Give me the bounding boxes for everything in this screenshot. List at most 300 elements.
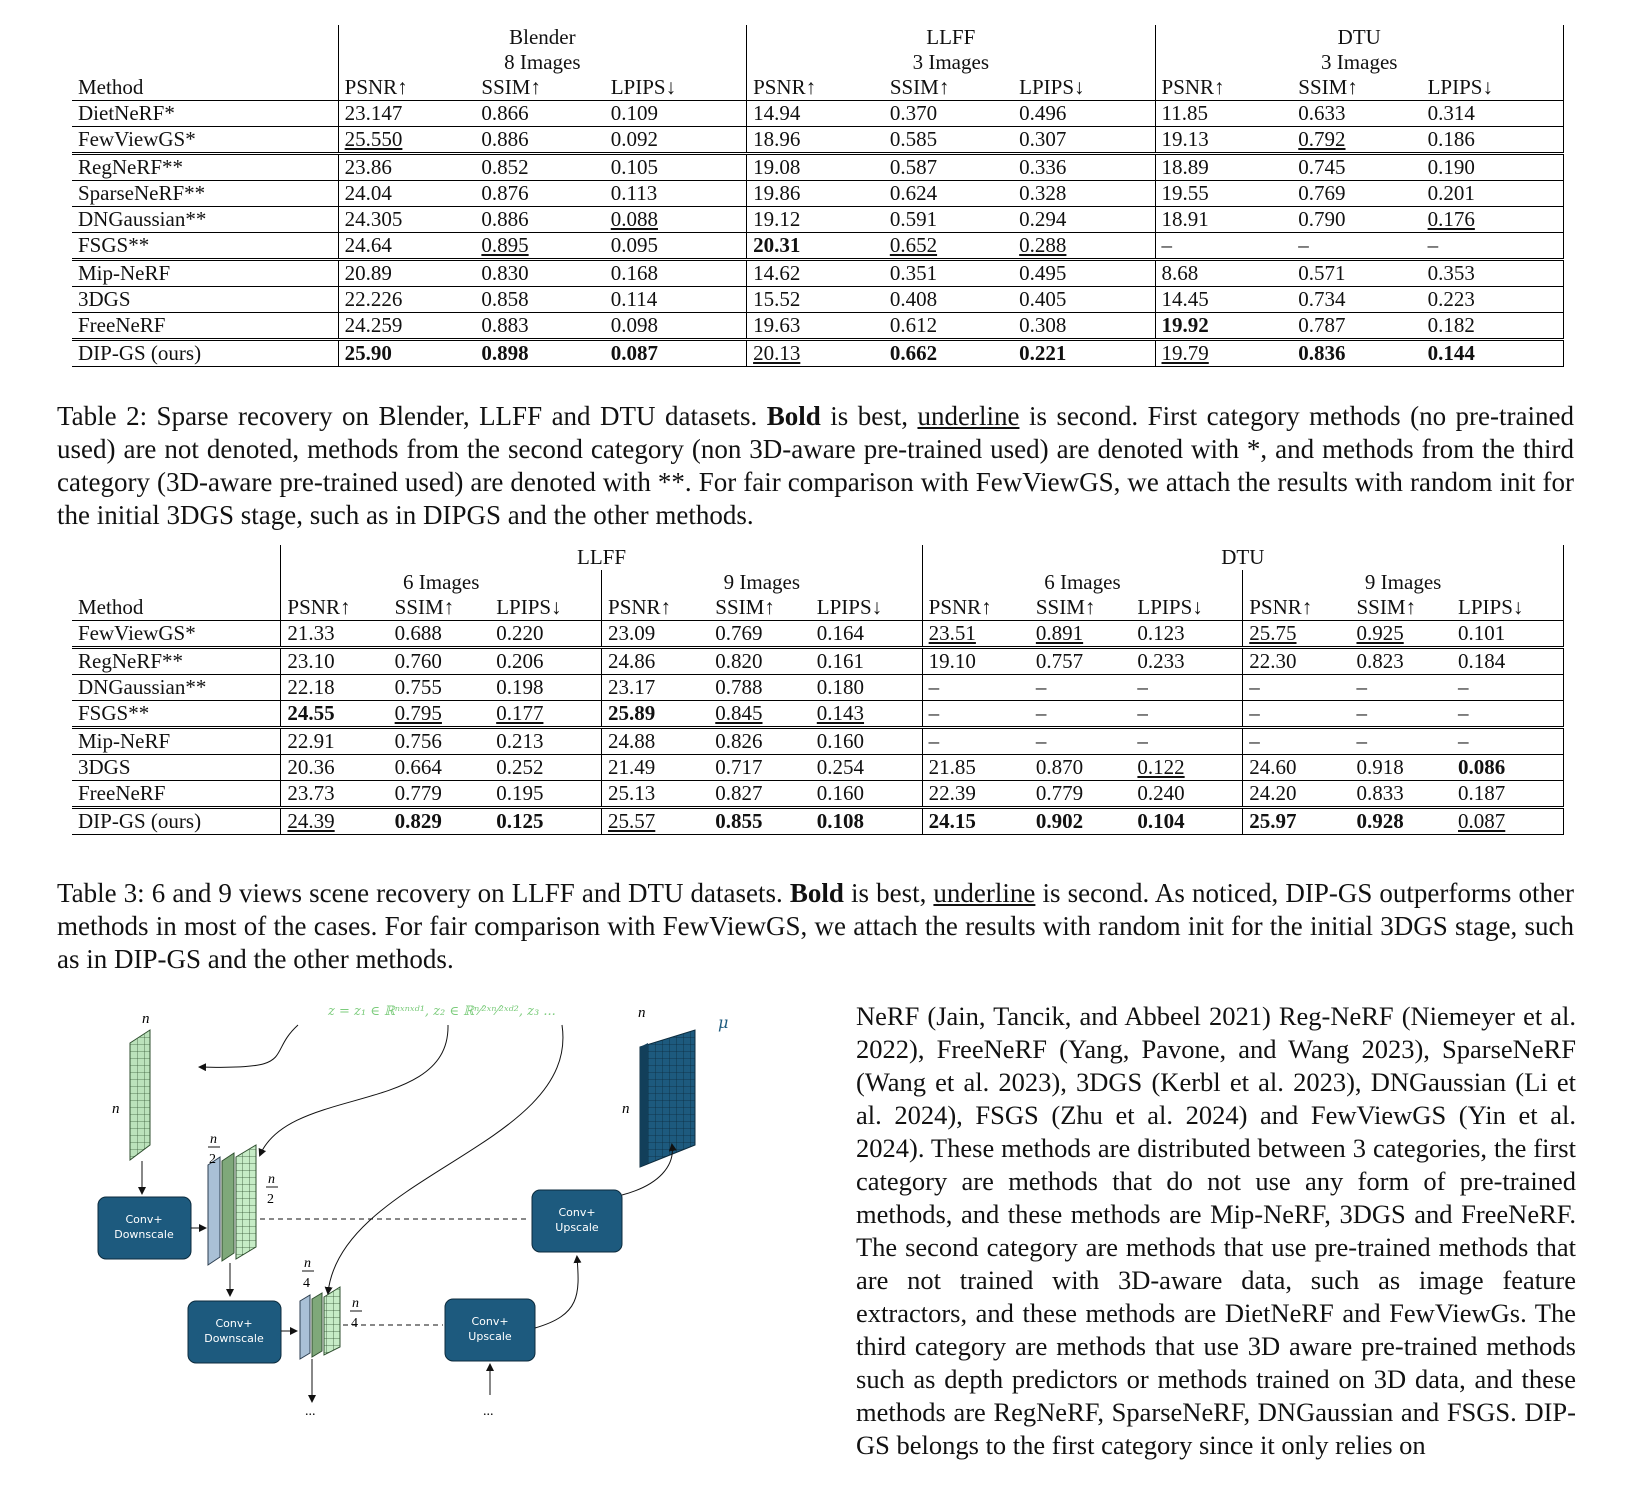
value-cell: 0.405 [1013, 287, 1155, 313]
value-cell: 0.086 [1452, 755, 1563, 781]
value-cell: – [922, 675, 1030, 701]
value-cell: 21.33 [281, 621, 389, 648]
value-cell: 0.104 [1131, 808, 1242, 835]
value-cell: – [1422, 233, 1564, 260]
metric-header: SSIM↑ [884, 75, 1013, 101]
ellipsis-left: ... [305, 1404, 316, 1419]
value-cell: 0.190 [1422, 154, 1564, 181]
n-label-output-left: n [622, 1101, 630, 1117]
value-cell: 0.180 [811, 675, 922, 701]
value-cell: 0.143 [811, 701, 922, 728]
value-cell: 0.206 [490, 648, 601, 675]
table2-group-dtu: DTU [1155, 25, 1563, 50]
value-cell: 20.13 [747, 340, 884, 367]
table-row [72, 101, 1564, 127]
table-row [72, 340, 1564, 367]
value-cell: 0.928 [1350, 808, 1452, 835]
value-cell: 0.633 [1292, 101, 1421, 127]
value-cell: 0.095 [605, 233, 747, 260]
method-cell: FewViewGS* [72, 621, 281, 648]
caption3-bold-word: Bold [789, 878, 844, 908]
value-cell: 0.820 [709, 648, 811, 675]
value-cell: 0.788 [709, 675, 811, 701]
table2-subgroup-row [72, 50, 1564, 75]
value-cell: 25.90 [338, 340, 475, 367]
value-cell: – [1131, 728, 1242, 755]
value-cell: 0.836 [1292, 340, 1421, 367]
value-cell: 22.226 [338, 287, 475, 313]
table3-dataset-row [72, 545, 1564, 570]
value-cell: 19.79 [1155, 340, 1292, 367]
value-cell: 0.198 [490, 675, 601, 701]
value-cell: 0.160 [811, 728, 922, 755]
value-cell: 19.63 [747, 313, 884, 340]
value-cell: 0.902 [1030, 808, 1132, 835]
z-label: z = z₁ ∈ ℝⁿˣⁿˣᵈ¹, z₂ ∈ ℝⁿ⁄²ˣⁿ⁄²ˣᵈ², z₃ ... [328, 1004, 556, 1019]
value-cell: 24.259 [338, 313, 475, 340]
value-cell: 0.370 [884, 101, 1013, 127]
caption2-bold-word: Bold [766, 401, 821, 431]
value-cell: 0.918 [1350, 755, 1452, 781]
value-cell: 25.89 [602, 701, 710, 728]
value-cell: 0.182 [1422, 313, 1564, 340]
n-label-left: n [112, 1101, 120, 1117]
value-cell: 0.213 [490, 728, 601, 755]
value-cell: 25.550 [338, 127, 475, 154]
value-cell: 0.223 [1422, 287, 1564, 313]
value-cell: 0.745 [1292, 154, 1421, 181]
value-cell: 0.088 [605, 207, 747, 233]
caption3-mid: is best, [843, 878, 934, 908]
table-row [72, 648, 1564, 675]
value-cell: 0.186 [1422, 127, 1564, 154]
value-cell: 0.830 [475, 260, 604, 287]
value-cell: 0.288 [1013, 233, 1155, 260]
value-cell: 0.098 [605, 313, 747, 340]
table3-sub-dtu-9: 9 Images [1243, 570, 1564, 595]
value-cell: 18.91 [1155, 207, 1292, 233]
table2-group-blender: Blender [338, 25, 746, 50]
table3-caption [57, 877, 1574, 976]
value-cell: – [1243, 701, 1351, 728]
value-cell: 0.105 [605, 154, 747, 181]
value-cell: – [1452, 728, 1563, 755]
table3-sub-llff-9: 9 Images [602, 570, 923, 595]
value-cell: 0.886 [475, 207, 604, 233]
value-cell: – [1155, 233, 1292, 260]
value-cell: 0.144 [1422, 340, 1564, 367]
value-cell: 0.195 [490, 781, 601, 808]
value-cell: 0.495 [1013, 260, 1155, 287]
output-mu-grid [640, 1030, 695, 1167]
metric-header: LPIPS↓ [490, 595, 601, 621]
value-cell: 0.571 [1292, 260, 1421, 287]
value-cell: 0.187 [1452, 781, 1563, 808]
table2-header-row [72, 75, 1564, 101]
body-text: NeRF (Jain, Tancik, and Abbeel 2021) Reg-NeRF (Niemeyer et al. 2022), FreeNeRF (Yang, Pavone, and Wang 2023), SparseNeRF (Wang et al. 2023), 3DGS (Kerbl et al. 2023), DNGaussian (Li et al. 2024), FSGS (Zhu et al. 2024) and FewViewGS (Yin et al. 2024). These methods are distributed between 3 categories, the first category are methods that do not use any form of pre-trained methods, and these methods are Mip-NeRF, 3DGS and FreeNeRF. The second category are methods that use pre-trained methods that are not trained with 3D-aware data, such as image feature extractors, and these methods are DietNeRF and FewViewGs. The third category are methods that use 3D aware pre-trained methods such as depth predictors or methods trained on 3D data, and these methods are RegNeRF, SparseNeRF, DNGaussian and FSGS. DIP-GS belongs to the first category since it only relies on [856, 1001, 1576, 1460]
table-row [72, 701, 1564, 728]
value-cell: 0.585 [884, 127, 1013, 154]
value-cell: 0.688 [389, 621, 491, 648]
value-cell: 0.201 [1422, 181, 1564, 207]
table3-sub-dtu-6: 6 Images [922, 570, 1243, 595]
value-cell: 25.57 [602, 808, 710, 835]
metric-header: LPIPS↓ [1452, 595, 1563, 621]
value-cell: 0.757 [1030, 648, 1132, 675]
value-cell: 23.10 [281, 648, 389, 675]
value-cell: 0.591 [884, 207, 1013, 233]
value-cell: 23.73 [281, 781, 389, 808]
table-row [72, 755, 1564, 781]
value-cell: – [1350, 675, 1452, 701]
metric-header: PSNR↑ [747, 75, 884, 101]
value-cell: 22.91 [281, 728, 389, 755]
metric-header: LPIPS↓ [1013, 75, 1155, 101]
value-cell: 0.898 [475, 340, 604, 367]
table2-sub-blender: 8 Images [338, 50, 746, 75]
value-cell: 24.20 [1243, 781, 1351, 808]
n2-den-right: 2 [267, 1192, 274, 1207]
conv-downscale-1-line2: Downscale [114, 1228, 174, 1241]
value-cell: 0.829 [389, 808, 491, 835]
method-cell: FreeNeRF [72, 781, 281, 808]
value-cell: 0.779 [389, 781, 491, 808]
value-cell: 0.353 [1422, 260, 1564, 287]
n2-num-top: n [210, 1132, 217, 1147]
metric-header: LPIPS↓ [811, 595, 922, 621]
value-cell: 0.221 [1013, 340, 1155, 367]
table2-sub-llff: 3 Images [747, 50, 1155, 75]
value-cell: 0.160 [811, 781, 922, 808]
n2-den-top: 2 [209, 1152, 216, 1167]
table-row [72, 808, 1564, 835]
value-cell: 24.64 [338, 233, 475, 260]
value-cell: 24.86 [602, 648, 710, 675]
caption3-rest: is second. As noticed, DIP-GS outperforms other methods in most of the cases. For fair comparison with FewViewGS, we attach the results with random init for the initial 3DGS stage, such as in DIP-GS and the other methods. [57, 878, 1574, 974]
value-cell: – [1243, 728, 1351, 755]
value-cell: 0.823 [1350, 648, 1452, 675]
value-cell: 22.18 [281, 675, 389, 701]
table2-group-row [72, 25, 1564, 50]
method-cell: 3DGS [72, 287, 338, 313]
table-row [72, 287, 1564, 313]
value-cell: 19.08 [747, 154, 884, 181]
value-cell: 0.845 [709, 701, 811, 728]
value-cell: 24.88 [602, 728, 710, 755]
method-cell: FewViewGS* [72, 127, 338, 154]
table3-dataset-dtu: DTU [922, 545, 1563, 570]
value-cell: 0.308 [1013, 313, 1155, 340]
value-cell: 24.305 [338, 207, 475, 233]
value-cell: 21.49 [602, 755, 710, 781]
value-cell: 24.55 [281, 701, 389, 728]
value-cell: 25.13 [602, 781, 710, 808]
value-cell: 0.866 [475, 101, 604, 127]
value-cell: 0.233 [1131, 648, 1242, 675]
conv-downscale-1-line1: Conv+ [125, 1213, 163, 1226]
value-cell: 25.97 [1243, 808, 1351, 835]
value-cell: 11.85 [1155, 101, 1292, 127]
table-row [72, 728, 1564, 755]
value-cell: 18.89 [1155, 154, 1292, 181]
value-cell: 24.39 [281, 808, 389, 835]
metric-header: PSNR↑ [1243, 595, 1351, 621]
caption3-prefix: Table 3: 6 and 9 views scene recovery on LLFF and DTU datasets. [57, 878, 790, 908]
method-cell: RegNeRF** [72, 648, 281, 675]
value-cell: 0.307 [1013, 127, 1155, 154]
value-cell: 0.858 [475, 287, 604, 313]
value-cell: 0.587 [884, 154, 1013, 181]
metric-header: SSIM↑ [1030, 595, 1132, 621]
metric-header: PSNR↑ [281, 595, 389, 621]
value-cell: 22.39 [922, 781, 1030, 808]
value-cell: 0.870 [1030, 755, 1132, 781]
value-cell: 0.161 [811, 648, 922, 675]
mu-label: μ [718, 1013, 729, 1032]
metric-header: LPIPS↓ [605, 75, 747, 101]
n4-den-right: 4 [351, 1316, 358, 1331]
feature-grid-n4 [300, 1287, 340, 1359]
value-cell: 0.123 [1131, 621, 1242, 648]
value-cell: 24.04 [338, 181, 475, 207]
value-cell: 15.52 [747, 287, 884, 313]
value-cell: 0.662 [884, 340, 1013, 367]
method-cell: 3DGS [72, 755, 281, 781]
table2-caption [57, 400, 1574, 532]
method-cell: DNGaussian** [72, 207, 338, 233]
value-cell: – [1131, 675, 1242, 701]
metric-header: SSIM↑ [1292, 75, 1421, 101]
value-cell: 22.30 [1243, 648, 1351, 675]
caption3-underline-word: underline [933, 878, 1036, 908]
table3-sub-llff-6: 6 Images [281, 570, 602, 595]
value-cell: 0.113 [605, 181, 747, 207]
method-cell: DIP-GS (ours) [72, 340, 338, 367]
table-row [72, 313, 1564, 340]
value-cell: – [1030, 701, 1132, 728]
value-cell: 23.17 [602, 675, 710, 701]
table3-dataset-llff: LLFF [281, 545, 922, 570]
caption2-rest: is second. First category methods (no pre-trained used) are not denoted, methods from the second category (non 3D-aware pre-trained used) are denoted with *, and methods from the third category (3D-aware pre-trained used) are denoted with **. For fair comparison with FewViewGS, we attach the results with random init for the initial 3DGS stage, such as in DIPGS and the other methods. [57, 401, 1574, 530]
table-row [72, 781, 1564, 808]
method-cell: DIP-GS (ours) [72, 808, 281, 835]
value-cell: 0.664 [389, 755, 491, 781]
value-cell: 0.886 [475, 127, 604, 154]
value-cell: 19.13 [1155, 127, 1292, 154]
value-cell: 0.895 [475, 233, 604, 260]
value-cell: 8.68 [1155, 260, 1292, 287]
conv-upscale-lower-line2: Upscale [468, 1330, 512, 1343]
metric-header: PSNR↑ [338, 75, 475, 101]
caption2-mid: is best, [820, 401, 918, 431]
method-cell: DNGaussian** [72, 675, 281, 701]
value-cell: 0.252 [490, 755, 601, 781]
value-cell: – [922, 728, 1030, 755]
table2-sub-dtu: 3 Images [1155, 50, 1563, 75]
value-cell: 0.176 [1422, 207, 1564, 233]
value-cell: 0.164 [811, 621, 922, 648]
value-cell: 0.168 [605, 260, 747, 287]
value-cell: 0.779 [1030, 781, 1132, 808]
method-cell: FreeNeRF [72, 313, 338, 340]
value-cell: 23.09 [602, 621, 710, 648]
table-row [72, 260, 1564, 287]
value-cell: 0.883 [475, 313, 604, 340]
value-cell: 24.15 [922, 808, 1030, 835]
table-row [72, 621, 1564, 648]
value-cell: 0.734 [1292, 287, 1421, 313]
value-cell: 0.254 [811, 755, 922, 781]
metric-header: LPIPS↓ [1422, 75, 1564, 101]
method-cell: RegNeRF** [72, 154, 338, 181]
value-cell: 0.408 [884, 287, 1013, 313]
value-cell: 19.12 [747, 207, 884, 233]
value-cell: 0.756 [389, 728, 491, 755]
table2-method-header: Method [72, 75, 338, 101]
architecture-figure [60, 995, 840, 1501]
metric-header: PSNR↑ [922, 595, 1030, 621]
value-cell: 0.769 [709, 621, 811, 648]
n4-den-top: 4 [303, 1276, 310, 1291]
value-cell: 0.760 [389, 648, 491, 675]
method-cell: FSGS** [72, 701, 281, 728]
value-cell: – [1030, 728, 1132, 755]
value-cell: – [1350, 701, 1452, 728]
value-cell: 0.351 [884, 260, 1013, 287]
table-row [72, 233, 1564, 260]
table-row [72, 207, 1564, 233]
table3-header-row [72, 595, 1564, 621]
value-cell: 0.122 [1131, 755, 1242, 781]
input-feature-grid [130, 1030, 150, 1160]
method-cell: Mip-NeRF [72, 260, 338, 287]
value-cell: 0.826 [709, 728, 811, 755]
value-cell: 0.294 [1013, 207, 1155, 233]
value-cell: 0.108 [811, 808, 922, 835]
value-cell: – [1292, 233, 1421, 260]
value-cell: 19.86 [747, 181, 884, 207]
conv-upscale-lower-line1: Conv+ [471, 1315, 509, 1328]
value-cell: 0.125 [490, 808, 601, 835]
method-cell: DietNeRF* [72, 101, 338, 127]
value-cell: 0.787 [1292, 313, 1421, 340]
value-cell: 0.792 [1292, 127, 1421, 154]
value-cell: 23.51 [922, 621, 1030, 648]
table3-method-header: Method [72, 595, 281, 621]
value-cell: – [1131, 701, 1242, 728]
value-cell: 0.184 [1452, 648, 1563, 675]
value-cell: 0.240 [1131, 781, 1242, 808]
value-cell: 14.45 [1155, 287, 1292, 313]
value-cell: 0.717 [709, 755, 811, 781]
value-cell: – [1030, 675, 1132, 701]
value-cell: 0.092 [605, 127, 747, 154]
value-cell: 0.769 [1292, 181, 1421, 207]
value-cell: 0.624 [884, 181, 1013, 207]
value-cell: 0.755 [389, 675, 491, 701]
metric-header: SSIM↑ [389, 595, 491, 621]
value-cell: 0.891 [1030, 621, 1132, 648]
value-cell: 0.109 [605, 101, 747, 127]
value-cell: 0.336 [1013, 154, 1155, 181]
value-cell: 19.10 [922, 648, 1030, 675]
value-cell: 0.220 [490, 621, 601, 648]
value-cell: 21.85 [922, 755, 1030, 781]
conv-downscale-2-line2: Downscale [204, 1332, 264, 1345]
value-cell: 0.114 [605, 287, 747, 313]
value-cell: 0.087 [1452, 808, 1563, 835]
value-cell: 0.328 [1013, 181, 1155, 207]
value-cell: 0.087 [605, 340, 747, 367]
value-cell: 23.147 [338, 101, 475, 127]
value-cell: – [1452, 675, 1563, 701]
ellipsis-right: ... [483, 1404, 494, 1419]
method-cell: SparseNeRF** [72, 181, 338, 207]
table-row [72, 675, 1564, 701]
n-label-output-top: n [638, 1005, 646, 1021]
value-cell: – [1243, 675, 1351, 701]
value-cell: 25.75 [1243, 621, 1351, 648]
value-cell: 0.101 [1452, 621, 1563, 648]
n2-num-right: n [268, 1172, 275, 1187]
value-cell: 19.55 [1155, 181, 1292, 207]
value-cell: 23.86 [338, 154, 475, 181]
value-cell: 0.876 [475, 181, 604, 207]
caption2-underline-word: underline [917, 401, 1020, 431]
table-row [72, 127, 1564, 154]
value-cell: 0.795 [389, 701, 491, 728]
n4-num-top: n [304, 1256, 311, 1271]
value-cell: 14.62 [747, 260, 884, 287]
value-cell: 18.96 [747, 127, 884, 154]
method-cell: FSGS** [72, 233, 338, 260]
table-2 [72, 25, 1564, 367]
table3-subgroup-row [72, 570, 1564, 595]
value-cell: 0.177 [490, 701, 601, 728]
value-cell: 0.496 [1013, 101, 1155, 127]
value-cell: 0.314 [1422, 101, 1564, 127]
metric-header: SSIM↑ [709, 595, 811, 621]
value-cell: 14.94 [747, 101, 884, 127]
value-cell: – [922, 701, 1030, 728]
table-row [72, 154, 1564, 181]
caption2-prefix: Table 2: Sparse recovery on Blender, LLFF and DTU datasets. [57, 401, 767, 431]
n4-num-right: n [352, 1296, 359, 1311]
table2-group-llff: LLFF [747, 25, 1155, 50]
value-cell: 0.855 [709, 808, 811, 835]
metric-header: SSIM↑ [475, 75, 604, 101]
table-3 [72, 545, 1564, 835]
metric-header: PSNR↑ [1155, 75, 1292, 101]
metric-header: PSNR↑ [602, 595, 710, 621]
value-cell: 0.790 [1292, 207, 1421, 233]
conv-upscale-upper-line1: Conv+ [558, 1206, 596, 1219]
value-cell: 24.60 [1243, 755, 1351, 781]
value-cell: 20.36 [281, 755, 389, 781]
value-cell: 20.31 [747, 233, 884, 260]
value-cell: – [1452, 701, 1563, 728]
table-row [72, 181, 1564, 207]
value-cell: – [1350, 728, 1452, 755]
value-cell: 0.833 [1350, 781, 1452, 808]
value-cell: 20.89 [338, 260, 475, 287]
value-cell: 0.852 [475, 154, 604, 181]
value-cell: 0.925 [1350, 621, 1452, 648]
value-cell: 0.612 [884, 313, 1013, 340]
metric-header: SSIM↑ [1350, 595, 1452, 621]
conv-upscale-upper-line2: Upscale [555, 1221, 599, 1234]
method-cell: Mip-NeRF [72, 728, 281, 755]
